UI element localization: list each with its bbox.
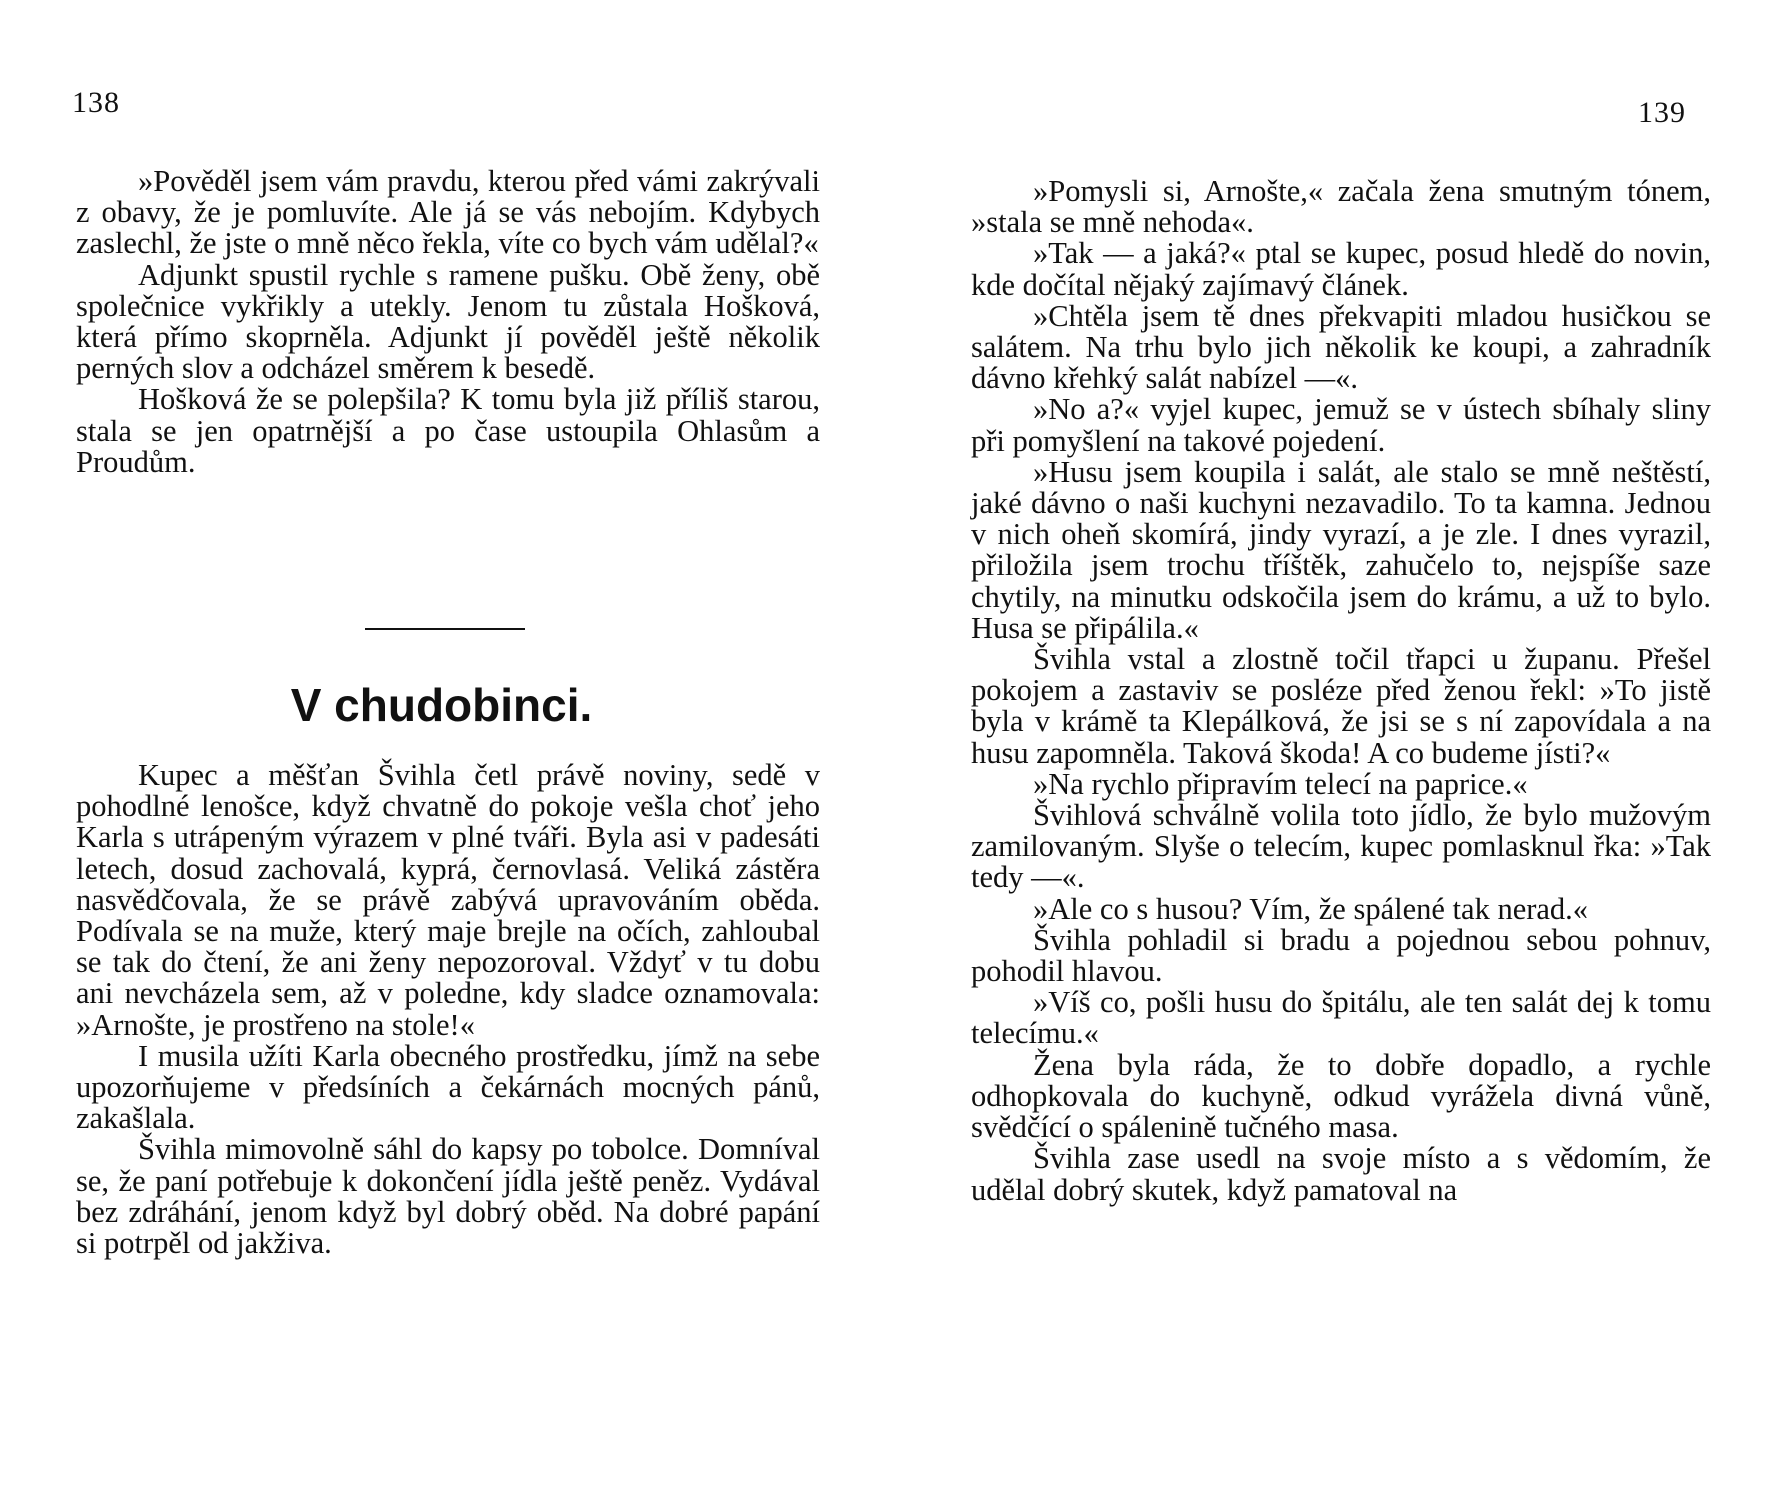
page-number-left: 138	[72, 86, 120, 119]
paragraph: Švihla zase usedl na svoje místo a s vědomím, že udělal dobrý skutek, když pamatoval na	[971, 1141, 1711, 1207]
chapter-title: V chudobinci.	[290, 679, 593, 731]
paragraph: »Na rychlo připravím telecí na paprice.«	[1033, 766, 1528, 801]
paragraph: »Pomysli si, Arnošte,« začala žena smutným tónem, »stala se mně nehoda«.	[971, 174, 1711, 240]
paragraph: Švihla pohladil si bradu a pojednou sebou pohnuv, pohodil hlavou.	[971, 922, 1711, 989]
paragraph: Kupec a měšťan Švihla četl právě noviny, sedě v pohodlné lenošce, když chvatně do pokoje vešla choť jeho Karla s utrápeným výrazem v plné tváři. Byla asi v padesáti letech, dosud zachovalá, kyprá, černovlasá. Veliká zástěra nasvědčovala, že se právě zabývá upravováním oběda. Podívala se na muže, který maje brejle na očích, zahloubal se tak do čtení, že ani ženy nepozoroval. Vždyť v tu dobu ani nevcházela sem, až v poledne, kdy sladce oznamovala: »Arnošte, je prostřeno na stole!«	[76, 758, 820, 1042]
paragraph: Švihla vstal a zlostně točil třapci u županu. Přešel pokojem a zastaviv se posléze před ženou řekl: »To jistě byla v krámě ta Klepálková, že jsi se s ní zapovídala a na husu zapomněla. Taková škoda! A co budeme jísti?«	[971, 642, 1711, 770]
paragraph: Švihla mimovolně sáhl do kapsy po tobolce. Domníval se, že paní potřebuje k dokončení jídla ještě peněz. Vydával bez zdráhání, jenom když byl dobrý oběd. Na dobré papání si potrpěl od jakživa.	[76, 1132, 820, 1261]
paragraph: »Pověděl jsem vám pravdu, kterou před vámi zakrývali z obavy, že je pomluvíte. Ale já se vás nebojím. Kdybych zaslechl, že jste o mně něco řekla, víte co bych vám udělal?«	[76, 164, 820, 261]
chapter-text	[76, 760, 820, 1259]
page-number-right: 139	[1638, 96, 1686, 129]
left-page-text	[76, 166, 820, 478]
paragraph: »Husu jsem koupila i salát, ale stalo se mně neštěstí, jaké dávno o naši kuchyni nezavadilo. To ta kamna. Jednou v nich oheň skomírá, jindy vyrazí, a je zle. I dnes vyrazil, přiložila jsem trochu tříštěk, zahučelo to, nejspíše saze chytily, na minutku odskočila jsem do krámu, a už to bylo. Husa se připálila.«	[971, 454, 1711, 645]
paragraph: Švihlová schválně volila toto jídlo, že bylo mužovým zamilovaným. Slyše o telecím, kupec pomlasknul řka: »Tak tedy —«.	[971, 798, 1711, 895]
paragraph: Žena byla ráda, že to dobře dopadlo, a rychle odhopkovala do kuchyně, odkud vyrážela divná vůně, svědčící o spálenině tučného masa.	[971, 1047, 1711, 1145]
paragraph: »Tak — a jaká?« ptal se kupec, posud hledě do novin, kde dočítal nějaký zajímavý článek.	[971, 236, 1711, 302]
paragraph: »Víš co, pošli husu do špitálu, ale ten salát dej k tomu telecímu.«	[971, 985, 1711, 1051]
paragraph: I musila užíti Karla obecného prostředku, jímž na sebe upozorňujeme v předsíních a čekárnách mocných pánů, zakašlala.	[76, 1038, 820, 1136]
paragraph: »No a?« vyjel kupec, jemuž se v ústech sbíhaly sliny při pomyšlení na takové pojedení.	[971, 392, 1711, 458]
section-divider	[365, 628, 525, 630]
paragraph: »Chtěla jsem tě dnes překvapiti mladou husičkou se salátem. Na trhu bylo jich několik ke koupi, a zahradník dávno křehký salát nabízel —«.	[971, 298, 1711, 396]
right-page-text	[971, 176, 1711, 1206]
paragraph: Hošková že se polepšila? K tomu byla již příliš starou, stala se jen opatrnější a po čase ustoupila Ohlasům a Proudům.	[76, 382, 820, 479]
paragraph: Adjunkt spustil rychle s ramene pušku. Obě ženy, obě společnice vykřikly a utekly. Jenom tu zůstala Hošková, která přímo skoprněla. Adjunkt jí pověděl ještě několik perných slov a odcházel směrem k besedě.	[76, 257, 820, 386]
right-page	[883, 0, 1766, 1501]
paragraph: »Ale co s husou? Vím, že spálené tak nerad.«	[1033, 891, 1589, 926]
